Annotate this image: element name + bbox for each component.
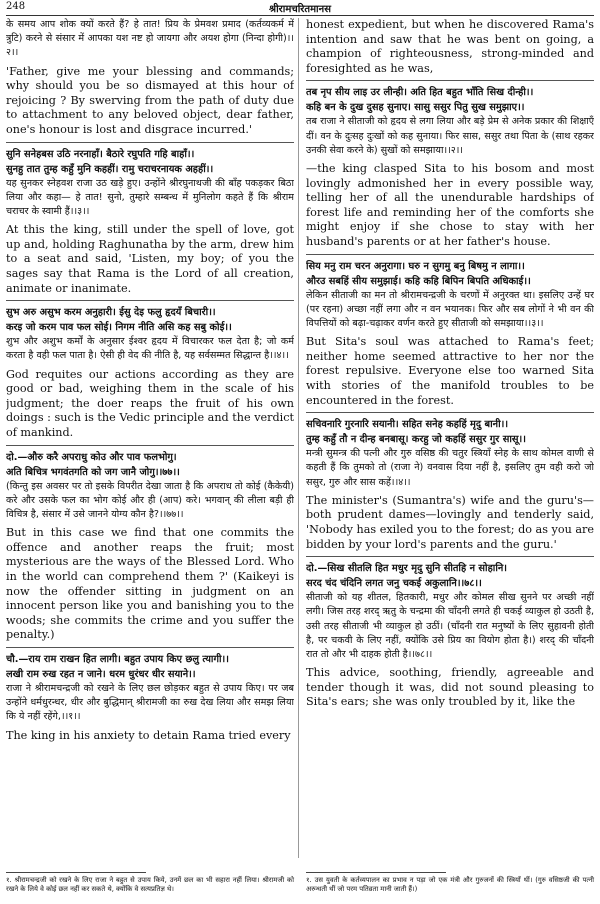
verse-line: सिय मनु राम चरन अनुरागा। घरु न सुगमु बनु बिषमु न लागा।। (306, 260, 525, 272)
english-paragraph: At this the king, still under the spell of love, got up and, holding Raghunatha by the arm, drew him to a seat and said, 'Listen, my boy; of you the sages say that Rama is the Lord of all creation, animate or inanimate. (6, 223, 294, 295)
hindi-paragraph: तब राजा ने सीताजी को हृदय से लगा लिया और बड़े प्रेम से अनेक प्रकार की शिक्षाएँ दीं। वन के दुःसह दुःखों को कह सुनाया। फिर सास, ससुर तथा पिता के (साथ रहकर उनकी सेवा करने के) सुखों को समझाया।।२।। (306, 116, 594, 156)
hindi-paragraph: शुभ और अशुभ कर्मों के अनुसार ईश्वर हृदय में विचारकर फल देता है; जो कर्म करता है वही फल पाता है। ऐसी ही वेद की नीति है, यह सर्वसम्मत सिद्धान्त है।।४।। (6, 336, 294, 362)
chaupai-line: लखी राम रुख रहत न जाने। धरम धुरंधर धीर सयाने।। (6, 668, 196, 680)
verse-separator (306, 556, 594, 557)
english-paragraph: 'Father, give me your blessing and commands; why should you be so dismayed at this hour of rejoicing ? By swerving from the path of duty due to attachment to any beloved object, dear father, one's honour is lost and disgrace incurred.' (6, 64, 294, 136)
doha-line: अति बिचित्र भगवंतगति को जग जानै जोगु।।७७।। (6, 466, 180, 478)
verse-line: करइ जो करम पाव फल सोई। निगम नीति असि कह सबु कोई।। (6, 322, 232, 334)
page-number: 248 (6, 1, 26, 12)
english-paragraph: God requites our actions according as they are good or bad, weighing them in the scale of his judgment; the doer reaps the fruit of his own doings : such is the Vedic principle and the verdict of mankind. (6, 367, 294, 439)
verse-separator (6, 445, 294, 446)
column-divider (298, 18, 299, 858)
footnote-rule (6, 872, 146, 873)
footnote: १. श्रीरामचन्द्रजी को रखने के लिए राजा ने बहुत से उपाय किये, उनमें छल का भी सहारा नहीं लिया। श्रीरामजी को रखने के लिये वे कोई छल नहीं कर सकते थे, क्योंकि वे सत्यप्रतिज्ञ थे। (6, 876, 294, 893)
doha-line: सरद चंद चंदिनि लगत जनु चकई अकुलानि।।७८।। (306, 578, 482, 590)
verse-line: सुभ अरु असुभ करम अनुहारी। ईसु देइ फलु हृदयँ बिचारी।। (6, 307, 216, 319)
verse-line: औरउ सबहिं सीय समुझाई। कहि कहि बिपिन बिपति अधिकाई।। (306, 275, 531, 287)
english-paragraph: But in this case we find that one commits the offence and another reaps the fruit; most mysterious are the ways of the Blessed Lord. Who in the world can comprehend them ?' (Kaikeyi is now the offender sitting in judgment on an innocent person like you and banishing you to the woods; she commits the crime and you suffer the penalty.) (6, 526, 294, 642)
verse-separator (6, 300, 294, 301)
verse-line: सुनहु तात तुम्ह कहुँ मुनि कहहीं। रामु चराचरनायक अहहीं।। (6, 163, 214, 175)
english-paragraph: —the king clasped Sita to his bosom and most lovingly admonished her in every possible way, telling her of all the unendurable hardships of forest life and reminding her of the comforts she might enjoy if she chose to stay with her husband's parents or at her father's house. (306, 161, 594, 248)
header-rule (6, 15, 594, 16)
page-header (6, 0, 594, 14)
hindi-paragraph: के समय आप शोक क्यों करते हैं? हे तात! प्रिय के प्रेमवश प्रमाद (कर्तव्यकर्म में त्रुटि) करने से संसार में आपका यश नष्ट हो जायगा और अयश होगा (निन्दा होगी)।।२।। (6, 19, 294, 59)
hindi-paragraph: मन्त्री सुमन्त्र की पत्नी और गुरु वसिष्ठ की चतुर स्त्रियाँ स्नेह के साथ कोमल वाणी से कहती हैं कि तुमको तो (राजा ने) वनवास दिया नहीं है, इसलिए तुम वही करो जो ससुर, गुरु और सास कहें।।४।। (306, 448, 594, 488)
footnote: १. उस युवती के कर्तव्यपालन का प्रभाव न पड़ा जो एक मंत्री और गुरुजनों की स्त्रियाँ थीं। (गुरु वसिष्ठजी की पत्नी अरुन्धती थीं जो परम पतिव्रता मानी जाती हैं।) (306, 876, 594, 893)
verse-line: तुम्ह कहुँ तौ न दीन्ह बनबासू। करहु जो कहहिं ससुर गुर सासू।। (306, 434, 526, 446)
verse-separator (6, 142, 294, 143)
hindi-paragraph: (किन्तु इस अवसर पर तो इसके विपरीत देखा जाता है कि अपराध तो कोई (कैकेयी) करे और उसके फल का भोग कोई और ही (आप) करे। भगवान्‌ की लीला बड़ी ही विचित्र है, संसार में उसे जानने योग्य कौन है?।।७७।। (6, 480, 294, 520)
left-column (6, 18, 294, 868)
footnote-rule (306, 872, 446, 873)
english-paragraph: The minister's (Sumantra's) wife and the guru's—both prudent dames—lovingly and tenderly said, 'Nobody has exiled you to the forest; do as you are bidden by your lord's parents and the guru.' (306, 493, 594, 551)
verse-line: कहि बन के दुख दुसह सुनाए। सासु ससुर पितु सुख समुझाए।। (306, 102, 525, 114)
hindi-paragraph: लेकिन सीताजी का मन तो श्रीरामचन्द्रजी के चरणों में अनुरक्त था। इसलिए उन्हें घर (पर रहना) अच्छा नहीं लगा और न वन भयानक। फिर और सब लोगों ने भी वन की विपत्तियों को बढ़ा-चढ़ाकर वर्णन करते हुए सीताजी को समझाया।।३।। (306, 289, 594, 329)
verse-line: सचिवनारि गुरनारि सयानी। सहित सनेह कहहिं मृदु बानी।। (306, 419, 509, 431)
verse-separator (306, 80, 594, 81)
hindi-paragraph: राजा ने श्रीरामचन्द्रजी को रखने के लिए छल छोड़कर बहुत से उपाय किए। पर जब उन्होंने धर्मधुरन्धर, धीर और बुद्धिमान्‌ श्रीरामजी का रुख देख लिया और समझ लिया कि ये नहीं रहेंगे,।।१।। (6, 682, 294, 723)
verse-separator (306, 412, 594, 413)
doha-line: दो.—सिख सीतलि हित मधुर मृदु सुनि सीतहि न सोहानि। (306, 563, 508, 575)
english-paragraph: This advice, soothing, friendly, agreeable and tender though it was, did not sound pleasing to Sita's ears; she was only troubled by it, like the (306, 666, 594, 709)
verse-line: सुनि सनेहबस उठि नरनाहाँ। बैठारे रघुपति गहि बाहाँ।। (6, 148, 195, 160)
english-paragraph: honest expedient, but when he discovered Rama's intention and saw that he was bent on going, a champion of righteousness, strong-minded and foresighted as he was, (306, 18, 594, 75)
running-head: श्रीरामचरितमानस (269, 4, 331, 15)
doha-line: दो.—औरु करै अपराधु कोउ और पाव फलभोगु। (6, 451, 177, 463)
hindi-paragraph: सीताजी को यह शीतल, हितकारी, मधुर और कोमल सीख सुनने पर अच्छी नहीं लगी। जिस तरह शरद्‌ ऋतु के चन्द्रमा की चाँदनी लगते ही चकई व्याकुल हो उठती है, उसी तरह सीताजी भी व्याकुल हो उठीं। (चाँदनी रात मनुष्यों के लिए सुहावनी होती है, पर चकवी के लिए नहीं, क्योंकि उसे प्रिय का वियोग होता है।) शरद्‌ की चाँदनी रात तो और भी दाहक होती है।।७८।। (306, 592, 594, 660)
english-paragraph: The king in his anxiety to detain Rama tried every (6, 728, 291, 742)
hindi-paragraph: यह सुनकर स्नेहवश राजा उठ खड़े हुए। उन्होंने श्रीरघुनाथजी की बाँह पकड़कर बिठा लिया और कहा— हे तात! सुनो, तुम्हारे सम्बन्ध में मुनिलोग कहते हैं कि श्रीराम चराचर के स्वामी हैं।।३।। (6, 177, 294, 217)
verse-separator (6, 647, 294, 648)
english-paragraph: But Sita's soul was attached to Rama's feet; neither home seemed attractive to her nor the forest repulsive. Everyone else too warned Sita with stories of the manifold troubles to be encountered in the forest. (306, 335, 594, 407)
chaupai-line: चौ.—राय राम राखन हित लागी। बहुत उपाय किए छलु त्यागी।। (6, 653, 229, 665)
verse-line: तब नृप सीय लाइ उर लीन्ही। अति हित बहुत भाँति सिख दीन्ही।। (306, 87, 534, 99)
right-column (306, 18, 594, 868)
verse-separator (306, 254, 594, 255)
